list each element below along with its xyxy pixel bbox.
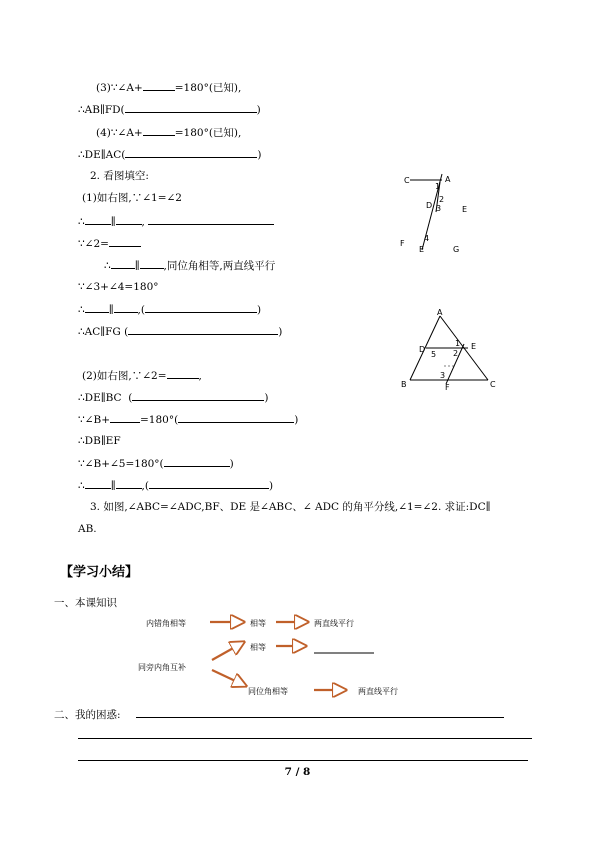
label-D: D [419,345,426,354]
blank[interactable] [111,258,135,269]
label-E-bottom: E [419,245,425,254]
part-1-line: ∴ ∥ , [78,214,274,229]
label-C: C [490,380,496,389]
line-4-conclusion: ∴DE∥AC( ) [78,149,262,161]
blank[interactable] [178,412,294,423]
part-1-line: ∴ ∥ ,同位角相等,两直线平行 [104,260,276,272]
blank[interactable] [132,390,264,401]
blank[interactable] [128,324,278,335]
blank[interactable] [114,302,138,313]
figure-1 [400,168,480,258]
part-2-line: ∵∠B+∠5=180°( ) [78,458,234,470]
label-3: 3 [440,371,446,380]
label-5: 5 [431,350,437,359]
figure-2 [398,308,502,392]
question-2-title: 2. 看图填空: [90,170,149,182]
blank[interactable] [116,478,142,489]
blank[interactable] [149,478,269,489]
blank[interactable] [85,478,111,489]
label-2: 2 [453,349,459,358]
label-F: F [445,383,450,392]
flow-node-co-interior: 同旁内角互补 [138,663,186,672]
flow-node-alternate-angles: 内错角相等 [146,619,186,628]
label-2: 2 [439,195,445,204]
line-3: (3)∵∠A+ =180°(已知), [96,82,242,94]
section-confusion: 二、我的困惑: [54,709,121,721]
question-3-line-1: 3. 如图,∠ABC=∠ADC,BF、DE 是∠ABC、∠ ADC 的角平分线,∠1=∠2. 求证:DC∥ [90,501,491,513]
blank[interactable] [143,80,175,91]
flow-node-parallel: 两直线平行 [314,619,354,628]
blank[interactable] [125,147,257,158]
blank[interactable] [140,258,164,269]
arrow-icon [212,642,244,660]
label-C: C [404,176,410,185]
part-1-line: ∵∠2= [78,236,141,251]
section-knowledge: 一、本课知识 [54,597,117,609]
blank[interactable] [125,102,257,113]
blank[interactable] [110,412,140,423]
label-F: F [400,239,405,248]
label-E: E [471,342,477,351]
flow-node-equal-2: 相等 [250,643,266,652]
blank[interactable] [116,214,142,225]
part-2-line: ∵∠B+ =180°( ) [78,414,299,426]
blank[interactable] [85,302,109,313]
label-A: A [445,175,451,184]
answer-line[interactable] [136,717,504,718]
label-A: A [437,308,443,317]
blank[interactable] [148,214,274,225]
flow-node-equal: 相等 [250,619,266,628]
flow-node-corresponding: 同位角相等 [248,687,288,696]
part-1-line: ∴ ∥ ,( ) [78,304,262,316]
label-D: D [426,201,433,210]
part-2-line: ∴ ∥ ,( ) [78,480,274,492]
label-1: 1 [435,182,441,191]
part-1-intro: (1)如右图,∵∠1=∠2 [82,192,182,204]
answer-line[interactable] [78,738,532,739]
part-1-line: ∴AC∥FG ( ) [78,326,283,338]
label-1: 1 [455,339,461,348]
label-3: 3 [436,204,442,213]
part-2-intro: (2)如右图,∵∠2= , [82,370,202,382]
arrow-icon [212,670,246,686]
flow-node-parallel-2: 两直线平行 [358,687,398,696]
part-1-line: ∵∠3+∠4=180° [78,281,159,293]
label-E-right: E [462,205,468,214]
blank[interactable] [167,368,199,379]
label-B: B [401,380,407,389]
page-number: 7 / 8 [284,766,311,778]
line-4: (4)∵∠A+ =180°(已知), [96,127,242,139]
question-3-line-2: AB. [78,523,97,535]
part-2-line: ∴DE∥BC ( ) [78,392,269,404]
answer-line[interactable] [78,760,528,761]
blank[interactable] [109,236,141,247]
label-4: 4 [424,234,430,243]
blank[interactable] [145,302,257,313]
blank[interactable] [85,214,111,225]
blank[interactable] [143,125,175,136]
summary-heading: 【学习小结】 [60,565,139,580]
part-2-line: ∴DB∥EF [78,435,121,447]
label-G: G [453,245,460,254]
blank[interactable] [164,456,230,467]
line-3-conclusion: ∴AB∥FD( ) [78,104,261,116]
knowledge-flowchart [130,610,430,702]
